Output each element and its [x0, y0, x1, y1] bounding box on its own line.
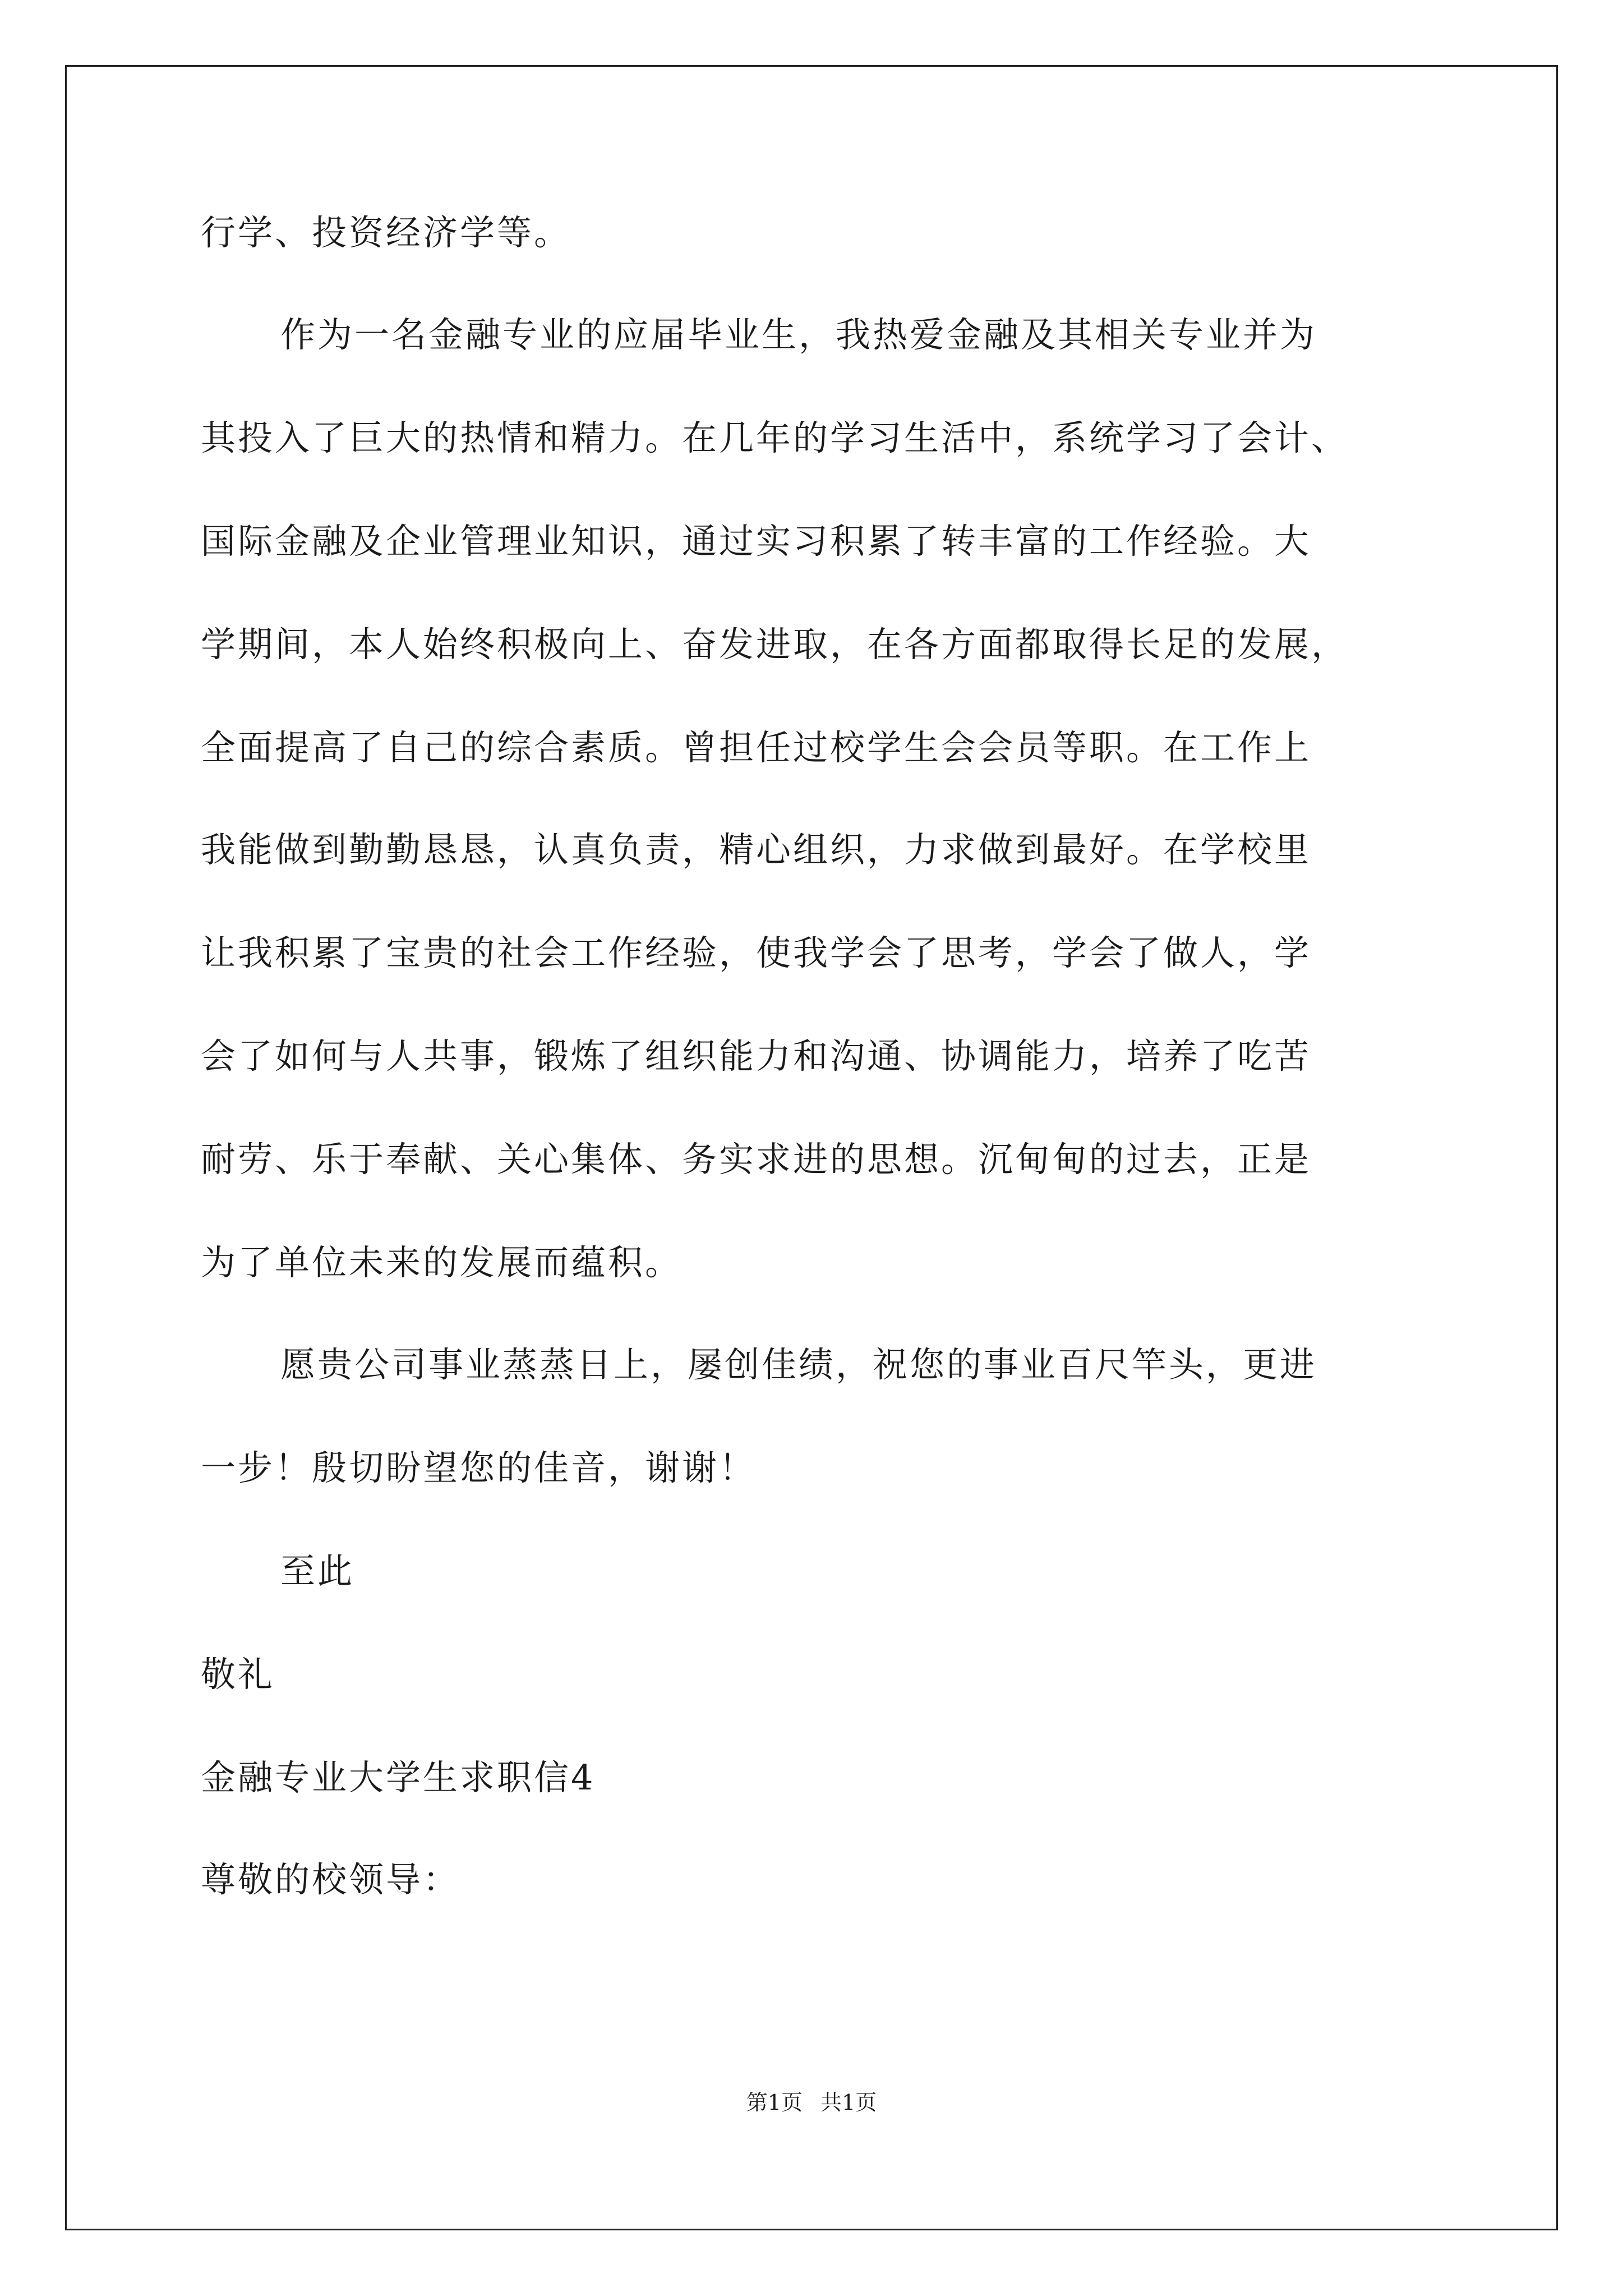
text-line: 作为一名金融专业的应届毕业生，我热爱金融及其相关专业并为 — [280, 314, 1317, 355]
closing-line: 至此 — [280, 1550, 355, 1591]
greeting-line: 尊敬的校领导： — [201, 1859, 460, 1900]
section-title: 金融专业大学生求职信4 — [201, 1757, 596, 1798]
text-line: 行学、投资经济学等。 — [201, 212, 571, 253]
text-line: 我能做到勤勤恳恳，认真负责，精心组织，力求做到最好。在学校里 — [201, 829, 1312, 870]
text-line: 耐劳、乐于奉献、关心集体、务实求进的思想。沉甸甸的过去，正是 — [201, 1139, 1312, 1180]
text-line: 学期间，本人始终积极向上、奋发进取，在各方面都取得长足的发展， — [201, 624, 1349, 665]
text-line: 其投入了巨大的热情和精力。在几年的学习生活中，系统学习了会计、 — [201, 417, 1349, 458]
text-line: 一步！殷切盼望您的佳音，谢谢！ — [201, 1447, 757, 1488]
text-line: 全面提高了自己的综合素质。曾担任过校学生会会员等职。在工作上 — [201, 727, 1312, 768]
text-line: 会了如何与人共事，锻炼了组织能力和沟通、协调能力，培养了吃苦 — [201, 1036, 1312, 1076]
text-line: 为了单位未来的发展而蕴积。 — [201, 1242, 683, 1283]
salutation-line: 敬礼 — [201, 1654, 275, 1695]
text-line: 让我积累了宝贵的社会工作经验，使我学会了思考，学会了做人，学 — [201, 932, 1312, 973]
page-total: 共1页 — [820, 2090, 877, 2115]
text-line: 国际金融及企业管理业知识，通过实习积累了转丰富的工作经验。大 — [201, 521, 1312, 562]
page-footer — [0, 2086, 1623, 2119]
text-line: 愿贵公司事业蒸蒸日上，屡创佳绩，祝您的事业百尺竿头，更进 — [280, 1344, 1317, 1385]
page-number: 第1页 — [746, 2090, 803, 2115]
